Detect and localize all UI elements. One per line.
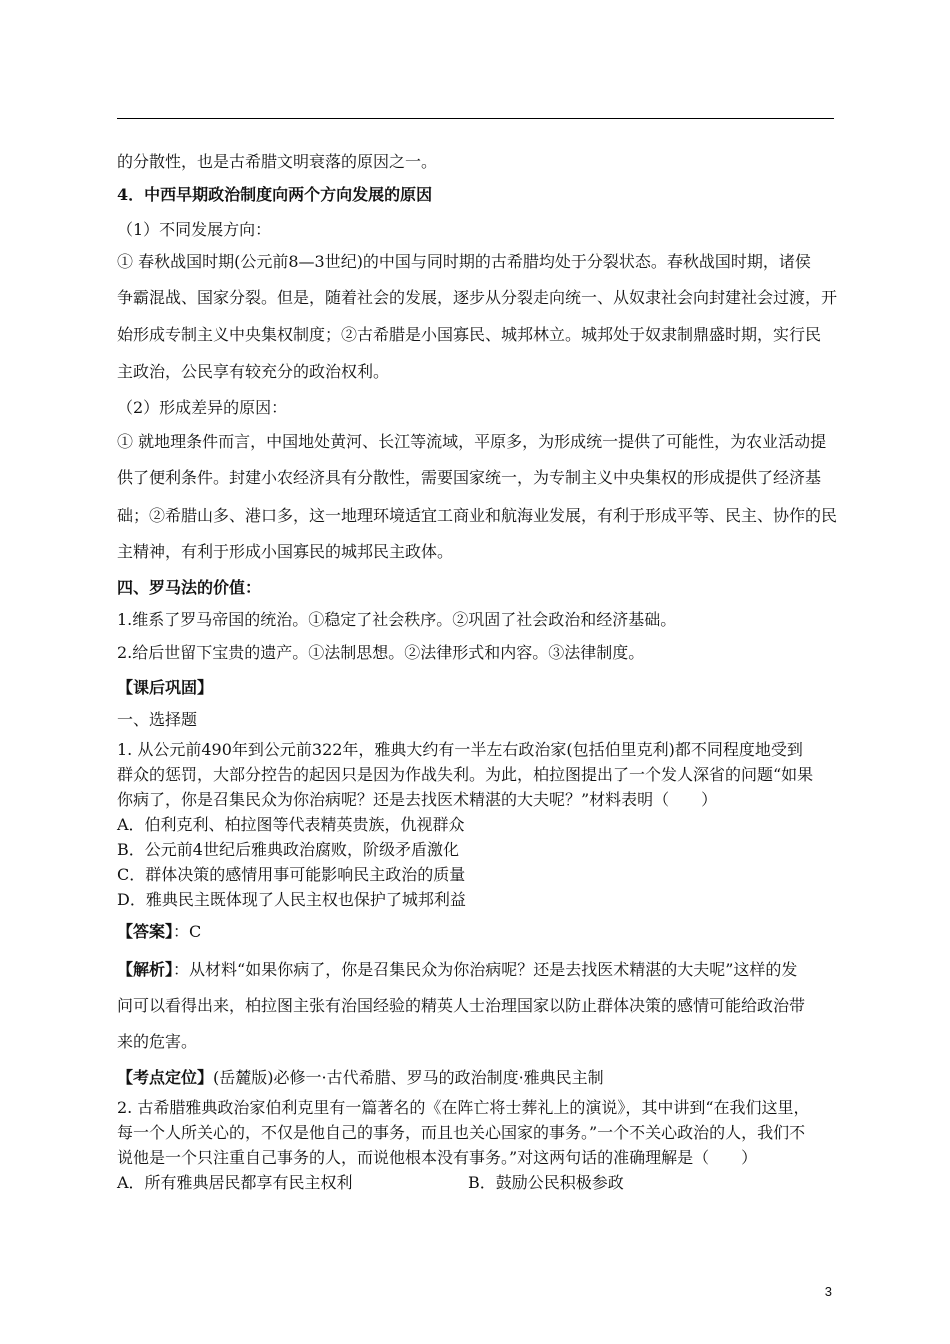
q1-option-b: B．公元前4世纪后雅典政治腐败，阶级矛盾激化	[117, 840, 459, 859]
item4-heading: 4．中西早期政治制度向两个方向发展的原因	[117, 185, 433, 204]
q1-option-a: A．伯利克利、柏拉图等代表精英贵族，仇视群众	[117, 815, 465, 834]
header-rule	[117, 118, 834, 119]
section4-point: 1.维系了罗马帝国的统治。①稳定了社会秩序。②巩固了社会政治和经济基础。	[117, 610, 677, 629]
q1-analysis-line: 来的危害。	[117, 1032, 198, 1051]
answer-label: 【答案】	[117, 922, 174, 941]
item4-sub1-line: 争霸混战、国家分裂。但是，随着社会的发展，逐步从分裂走向统一、从奴隶社会向封建社会过渡，开	[117, 288, 838, 307]
item4-sub2-label: （2）形成差异的原因：	[117, 398, 288, 417]
section4-point: 2.给后世留下宝贵的遗产。①法制思想。②法律形式和内容。③法律制度。	[117, 643, 645, 662]
locate-label: 【考点定位】	[117, 1068, 214, 1087]
section3-tail: 的分散性，也是古希腊文明衰落的原因之一。	[117, 152, 438, 171]
item4-sub2-line: 础；②希腊山多、港口多，这一地理环境适宜工商业和航海业发展，有利于形成平等、民主、协作的民	[117, 506, 838, 525]
answer-value: ：C	[173, 922, 202, 941]
q1-analysis-line: 问可以看得出来，柏拉图主张有治国经验的精英人士治理国家以防止群体决策的感情可能给政治带	[117, 996, 806, 1015]
locate-value: (岳麓版)必修一·古代希腊、罗马的政治制度·雅典民主制	[213, 1068, 604, 1087]
q2-stem-line: 2. 古希腊雅典政治家伯利克里有一篇著名的《在阵亡将士葬礼上的演说》，其中讲到“在我们这里，	[117, 1098, 810, 1117]
item4-sub1-line: ① 春秋战国时期(公元前8—3世纪)的中国与同时期的古希腊均处于分裂状态。春秋战国时期，诸侯	[117, 252, 811, 271]
q2-option-a: A．所有雅典居民都享有民主权利	[117, 1173, 353, 1192]
item4-sub2-line: 主精神，有利于形成小国寡民的城邦民主政体。	[117, 542, 454, 561]
q2-stem-line: 每一个人所关心的，不仅是他自己的事务，而且也关心国家的事务。”一个不关心政治的人，我们不	[117, 1123, 806, 1142]
item4-sub1-line: 主政治，公民享有较充分的政治权利。	[117, 362, 390, 381]
item4-sub2-line: 供了便利条件。封建小农经济具有分散性，需要国家统一，为专制主义中央集权的形成提供了经济基	[117, 468, 822, 487]
q1-analysis-line	[117, 960, 837, 980]
q1-stem-line: 1. 从公元前490年到公元前322年，雅典大约有一半左右政治家(包括伯里克利)都不同程度地受到	[117, 740, 803, 759]
choice-section-title: 一、选择题	[117, 710, 198, 729]
item4-sub1-label: （1）不同发展方向：	[117, 220, 272, 239]
q1-stem-line: 你病了，你是召集民众为你治病呢？还是去找医术精湛的大夫呢？”材料表明（ ）	[117, 790, 718, 809]
q1-option-c: C．群体决策的感情用事可能影响民主政治的质量	[117, 865, 466, 884]
q2-stem-line: 说他是一个只注重自己事务的人，而说他根本没有事务。”对这两句话的准确理解是（ ）	[117, 1148, 758, 1167]
q1-locate	[117, 1068, 837, 1088]
consolidation-heading: 【课后巩固】	[117, 678, 214, 697]
q2-option-b: B．鼓励公民积极参政	[468, 1173, 624, 1192]
analysis-label: 【解析】	[117, 960, 174, 979]
q1-answer	[117, 922, 837, 942]
q2-options-row	[117, 1173, 837, 1193]
q1-option-d: D．雅典民主既体现了人民主权也保护了城邦利益	[117, 890, 466, 909]
page-number: 3	[824, 1284, 832, 1299]
item4-sub1-line: 始形成专制主义中央集权制度；②古希腊是小国寡民、城邦林立。城邦处于奴隶制鼎盛时期，实行民	[117, 325, 822, 344]
section4-heading: 四、罗马法的价值：	[117, 578, 262, 597]
analysis-text: ：从材料“如果你病了，你是召集民众为你治病呢？还是去找医术精湛的大夫呢”这样的发	[173, 960, 798, 979]
q1-stem-line: 群众的惩罚，大部分控告的起因只是因为作战失利。为此，柏拉图提出了一个发人深省的问题“如果	[117, 765, 814, 784]
item4-sub2-line: ① 就地理条件而言，中国地处黄河、长江等流域，平原多，为形成统一提供了可能性，为农业活动提	[117, 432, 827, 451]
